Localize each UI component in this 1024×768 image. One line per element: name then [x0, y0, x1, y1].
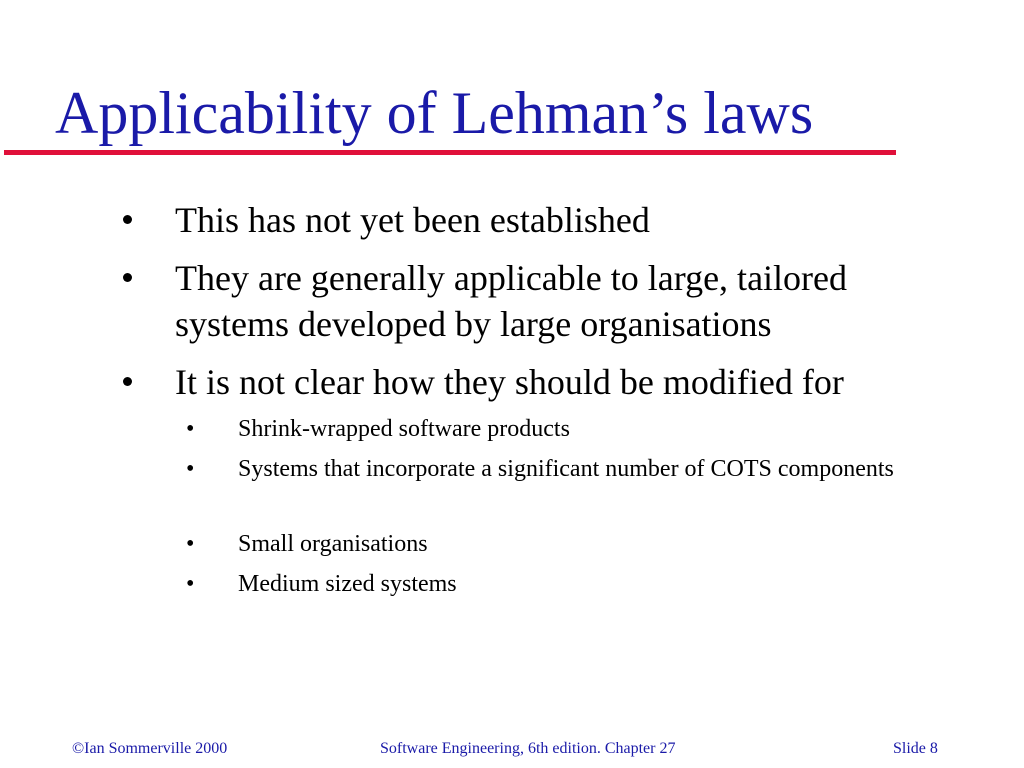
sub-bullet-marker: •	[186, 416, 195, 442]
bullet-dot-icon	[123, 377, 132, 386]
bullet-item	[175, 359, 935, 405]
sub-bullet-item	[186, 568, 918, 601]
bullet-text: They are generally applicable to large, tailored systems developed by large organisations	[175, 258, 848, 344]
bullet-item	[175, 197, 935, 243]
sub-bullet-marker: •	[186, 571, 195, 597]
sub-bullet-item	[186, 413, 918, 446]
title-underline	[4, 150, 896, 155]
bullet-dot-icon	[123, 273, 132, 282]
bullet-dot-icon	[123, 215, 132, 224]
sub-bullet-marker: •	[186, 531, 195, 557]
sub-bullet-text: Medium sized systems	[238, 571, 457, 597]
sub-bullet-text: Small organisations	[238, 531, 428, 557]
bullet-text: It is not clear how they should be modified for	[175, 362, 844, 402]
footer-book-title: Software Engineering, 6th edition. Chapter 27	[380, 740, 676, 757]
sub-bullet-item	[186, 453, 918, 486]
sub-bullet-text: Systems that incorporate a significant number of COTS components	[238, 456, 894, 482]
bullet-text: This has not yet been established	[175, 200, 650, 240]
bullet-item	[175, 255, 935, 347]
slide-title: Applicability of Lehman’s laws	[55, 80, 814, 146]
sub-bullet-marker: •	[186, 456, 195, 482]
footer-slide-number: Slide 8	[893, 740, 938, 757]
sub-bullet-text: Shrink-wrapped software products	[238, 416, 570, 442]
footer-copyright: ©Ian Sommerville 2000	[72, 740, 228, 757]
sub-bullet-item	[186, 528, 918, 561]
